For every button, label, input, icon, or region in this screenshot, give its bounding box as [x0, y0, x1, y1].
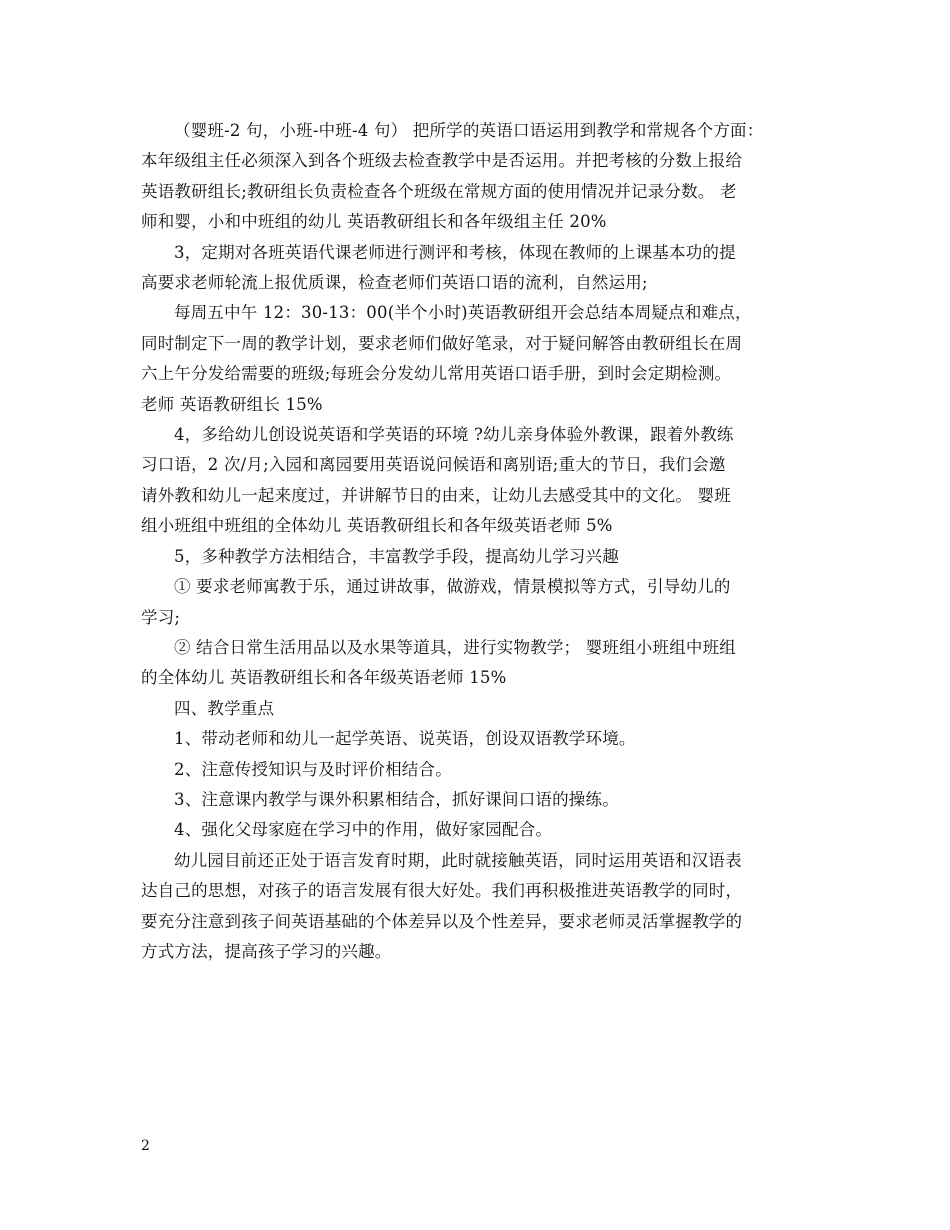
text-line: 方式方法，提高孩子学习的兴趣。: [141, 941, 392, 961]
text-line: 1、带动老师和幼儿一起学英语、说英语，创设双语教学环境。: [174, 729, 636, 749]
text-line: ① 要求老师寓教于乐，通过讲故事，做游戏，情景模拟等方式，引导幼儿的: [174, 577, 731, 597]
paragraph: [141, 116, 813, 238]
text-line: 2、注意传授知识与及时评价相结合。: [174, 759, 452, 779]
text-line: 的全体幼儿 英语教研组长和各年级英语老师 15%: [141, 668, 507, 688]
text-line: 达自己的思想，对孩子的语言发展有很大好处。我们再积极推进英语教学的同时，: [141, 881, 743, 901]
text-line: 每周五中午 12：30-13：00(半个小时)英语教研组开会总结本周疑点和难点，: [174, 303, 752, 323]
text-line: 同时制定下一周的教学计划，要求老师们做好笔录，对于疑问解答由教研组长在周: [141, 333, 743, 353]
paragraph: [141, 298, 813, 420]
list-item: [141, 724, 813, 754]
paragraph: [141, 238, 813, 299]
paragraph: [141, 846, 813, 968]
text-line: 高要求老师轮流上报优质课，检查老师们英语口语的流利，自然运用;: [141, 273, 648, 293]
list-item: [141, 785, 813, 815]
text-line: 5，多种教学方法相结合，丰富教学手段，提高幼儿学习兴趣: [174, 546, 619, 566]
text-line: 六上午分发给需要的班级;每班会分发幼儿常用英语口语手册，到时会定期检测。: [141, 364, 732, 384]
text-line: 请外教和幼儿一起来度过，并讲解节日的由来，让幼儿去感受其中的文化。 婴班: [141, 485, 731, 505]
text-line: 英语教研组长;教研组长负责检查各个班级在常规方面的使用情况并记录分数。 老: [141, 181, 737, 201]
text-line: 3，定期对各班英语代课老师进行测评和考核，体现在教师的上课基本功的提: [174, 242, 736, 262]
text-line: ② 结合日常生活用品以及水果等道具，进行实物教学； 婴班组小班组中班组: [174, 637, 736, 657]
text-line: 老师 英语教研组长 15%: [141, 394, 323, 414]
text-line: 习口语，2 次/月;入园和离园要用英语说问候语和离别语;重大的节日，我们会邀: [141, 455, 726, 475]
text-line: （婴班-2 句，小班-中班-4 句） 把所学的英语口语运用到教学和常规各个方面：: [174, 121, 764, 140]
list-item: [141, 755, 813, 785]
text-line: 师和婴，小和中班组的幼儿 英语教研组长和各年级组主任 20%: [141, 212, 607, 232]
text-line: 学习;: [141, 607, 181, 627]
paragraph: [141, 542, 813, 572]
text-line: 组小班组中班组的全体幼儿 英语教研组长和各年级英语老师 5%: [141, 516, 613, 536]
page-number: 2: [141, 1138, 150, 1154]
text-line: 本年级组主任必须深入到各个班级去检查教学中是否运用。并把考核的分数上报给: [141, 151, 743, 171]
paragraph: [141, 572, 813, 633]
text-line: 4，多给幼儿创设说英语和学英语的环境 ?幼儿亲身体验外教课，跟着外教练: [174, 425, 734, 445]
text-line: 3、注意课内教学与课外积累相结合，抓好课间口语的操练。: [174, 789, 619, 809]
text-line: 要充分注意到孩子间英语基础的个体差异以及个性差异，要求老师灵活掌握教学的: [141, 911, 743, 931]
list-item: [141, 815, 813, 845]
text-line: 四、教学重点: [174, 698, 275, 718]
paragraph: [141, 420, 813, 542]
text-line: 4、强化父母家庭在学习中的作用，做好家园配合。: [174, 820, 553, 840]
document-body: [141, 116, 813, 967]
paragraph: [141, 633, 813, 694]
text-line: 幼儿园目前还正处于语言发育时期，此时就接触英语，同时运用英语和汉语表: [174, 850, 742, 870]
section-heading: [141, 694, 813, 724]
